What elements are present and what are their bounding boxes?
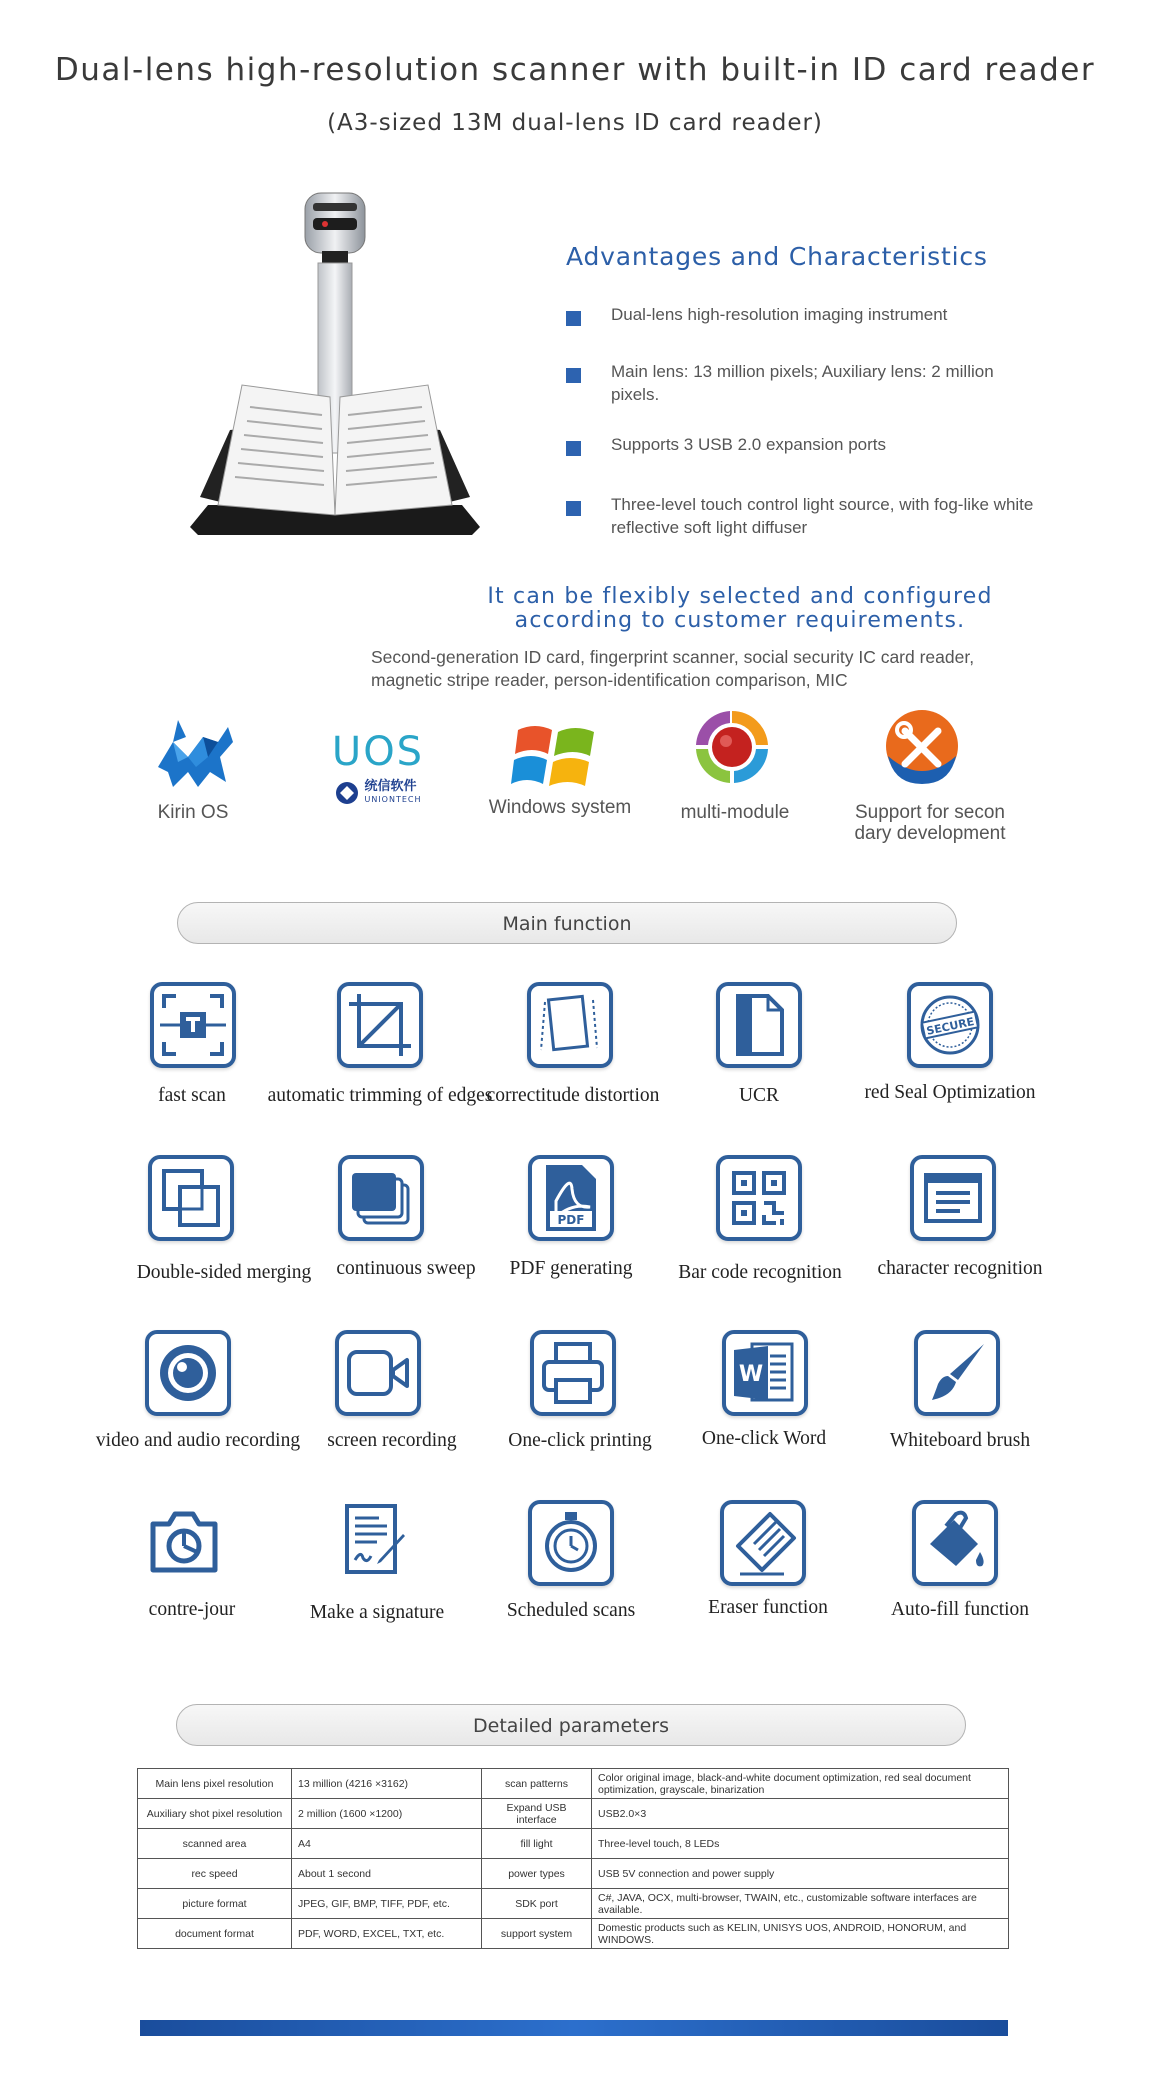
param-key: picture format: [138, 1889, 292, 1919]
param-value: A4: [292, 1829, 482, 1859]
param-value: USB2.0×3: [592, 1799, 1009, 1829]
config-title: It can be flexibly selected and configured according to customer requirements.: [487, 584, 993, 633]
uos-logo-icon: UOS 统信软件 UNIONTECH: [331, 729, 425, 804]
table-row: [138, 1859, 1009, 1889]
fn-label: video and audio recording: [95, 1430, 301, 1451]
fn-label: Scheduled scans: [506, 1600, 636, 1621]
eraser-icon: [720, 1500, 806, 1586]
page-title: Dual-lens high-resolution scanner with built-in ID card reader: [54, 52, 1096, 88]
param-value: 13 million (4216 ×3162): [292, 1769, 482, 1799]
param-value: PDF, WORD, EXCEL, TXT, etc.: [292, 1919, 482, 1949]
fn-label: fast scan: [158, 1085, 226, 1106]
camera-lens-icon: [145, 1330, 231, 1416]
fn-label: One-click printing: [508, 1430, 652, 1451]
param-key: Main lens pixel resolution: [138, 1769, 292, 1799]
development-label: Support for secon dary development: [854, 802, 1006, 844]
param-value: Three-level touch, 8 LEDs: [592, 1829, 1009, 1859]
fn-label: continuous sweep: [336, 1258, 476, 1279]
svg-text:PDF: PDF: [557, 1213, 585, 1227]
param-key: Auxiliary shot pixel resolution: [138, 1799, 292, 1829]
parameters-table: [137, 1768, 1009, 1949]
kirin-os-label: Kirin OS: [157, 802, 229, 823]
multi-module-logo-icon: [690, 705, 775, 790]
footer-bar: [140, 2020, 1008, 2036]
parameters-header: Detailed parameters: [176, 1704, 966, 1746]
param-value: 2 million (1600 ×1200): [292, 1799, 482, 1829]
fn-label: automatic trimming of edges: [267, 1085, 493, 1106]
bullet-square-icon: [566, 368, 581, 383]
param-key: document format: [138, 1919, 292, 1949]
table-row: [138, 1829, 1009, 1859]
param-value: JPEG, GIF, BMP, TIFF, PDF, etc.: [292, 1889, 482, 1919]
fn-label: Whiteboard brush: [889, 1430, 1031, 1451]
kirin-logo-icon: [148, 712, 238, 797]
fn-label: Auto-fill function: [890, 1599, 1030, 1620]
param-key: Expand USB interface: [482, 1799, 592, 1829]
printer-icon: [530, 1330, 616, 1416]
crop-icon: [337, 982, 423, 1068]
fn-label: screen recording: [327, 1430, 457, 1451]
fn-label: contre-jour: [148, 1599, 236, 1620]
multi-module-label: multi-module: [680, 802, 790, 823]
fn-label: UCR: [738, 1085, 780, 1106]
bullet-square-icon: [566, 311, 581, 326]
main-function-header: Main function: [177, 902, 957, 944]
table-row: [138, 1889, 1009, 1919]
table-row: [138, 1919, 1009, 1949]
fn-label: correctitude distortion: [486, 1085, 660, 1106]
svg-text:W: W: [738, 1362, 764, 1387]
timer-icon: [528, 1500, 614, 1586]
param-key: fill light: [482, 1829, 592, 1859]
fill-icon: [912, 1500, 998, 1586]
fn-label: Make a signature: [309, 1602, 445, 1623]
brush-icon: [914, 1330, 1000, 1416]
page-icon: [716, 982, 802, 1068]
fn-label: red Seal Optimization: [864, 1082, 1036, 1103]
svg-text:SECURE: SECURE: [925, 1015, 976, 1038]
param-value: Color original image, black-and-white document optimization, red seal document optimization, grayscale, binarization: [592, 1769, 1009, 1799]
windows-system-label: Windows system: [488, 797, 632, 818]
word-icon: [722, 1330, 808, 1416]
advantage-item: Dual-lens high-resolution imaging instrument: [566, 303, 1046, 326]
fn-label: character recognition: [877, 1258, 1043, 1279]
stack-icon: [338, 1155, 424, 1241]
fn-label: Bar code recognition: [678, 1262, 842, 1283]
advantage-item: Three-level touch control light source, with fog-like white reflective soft light diffuser: [566, 493, 1056, 539]
fn-label: PDF generating: [509, 1258, 633, 1279]
seal-icon: [907, 982, 993, 1068]
merge-icon: [148, 1155, 234, 1241]
fn-label: Eraser function: [708, 1597, 828, 1618]
backlight-camera-icon: [145, 1500, 231, 1586]
config-subtitle: Second-generation ID card, fingerprint scanner, social security IC card reader, magnetic stripe reader, person-identification comparison, MIC: [371, 647, 975, 690]
param-key: scan patterns: [482, 1769, 592, 1799]
param-value: USB 5V connection and power supply: [592, 1859, 1009, 1889]
advantage-item: Supports 3 USB 2.0 expansion ports: [566, 433, 1046, 456]
development-logo-icon: [880, 706, 965, 791]
param-key: rec speed: [138, 1859, 292, 1889]
distortion-icon: [527, 982, 613, 1068]
video-icon: [335, 1330, 421, 1416]
fn-label: One-click Word: [701, 1428, 827, 1449]
table-row: [138, 1799, 1009, 1829]
table-row: [138, 1769, 1009, 1799]
page-subtitle: (A3-sized 13M dual-lens ID card reader): [327, 110, 823, 136]
param-value: Domestic products such as KELIN, UNISYS UOS, ANDROID, HONORUM, and WINDOWS.: [592, 1919, 1009, 1949]
fn-label: Double-sided merging: [136, 1262, 312, 1283]
windows-logo-icon: [510, 710, 602, 798]
ocr-icon: [910, 1155, 996, 1241]
param-key: support system: [482, 1919, 592, 1949]
qr-icon: [716, 1155, 802, 1241]
bullet-square-icon: [566, 441, 581, 456]
param-value: About 1 second: [292, 1859, 482, 1889]
scan-icon: [150, 982, 236, 1068]
signature-icon: [333, 1500, 419, 1586]
advantage-item: Main lens: 13 million pixels; Auxiliary lens: 2 million pixels.: [566, 360, 1006, 406]
bullet-square-icon: [566, 501, 581, 516]
param-key: power types: [482, 1859, 592, 1889]
pdf-icon: [528, 1155, 614, 1241]
param-key: scanned area: [138, 1829, 292, 1859]
scanner-product-image: [190, 185, 480, 540]
param-value: C#, JAVA, OCX, multi-browser, TWAIN, etc., customizable software interfaces are available.: [592, 1889, 1009, 1919]
param-key: SDK port: [482, 1889, 592, 1919]
advantages-title: Advantages and Characteristics: [566, 242, 988, 271]
